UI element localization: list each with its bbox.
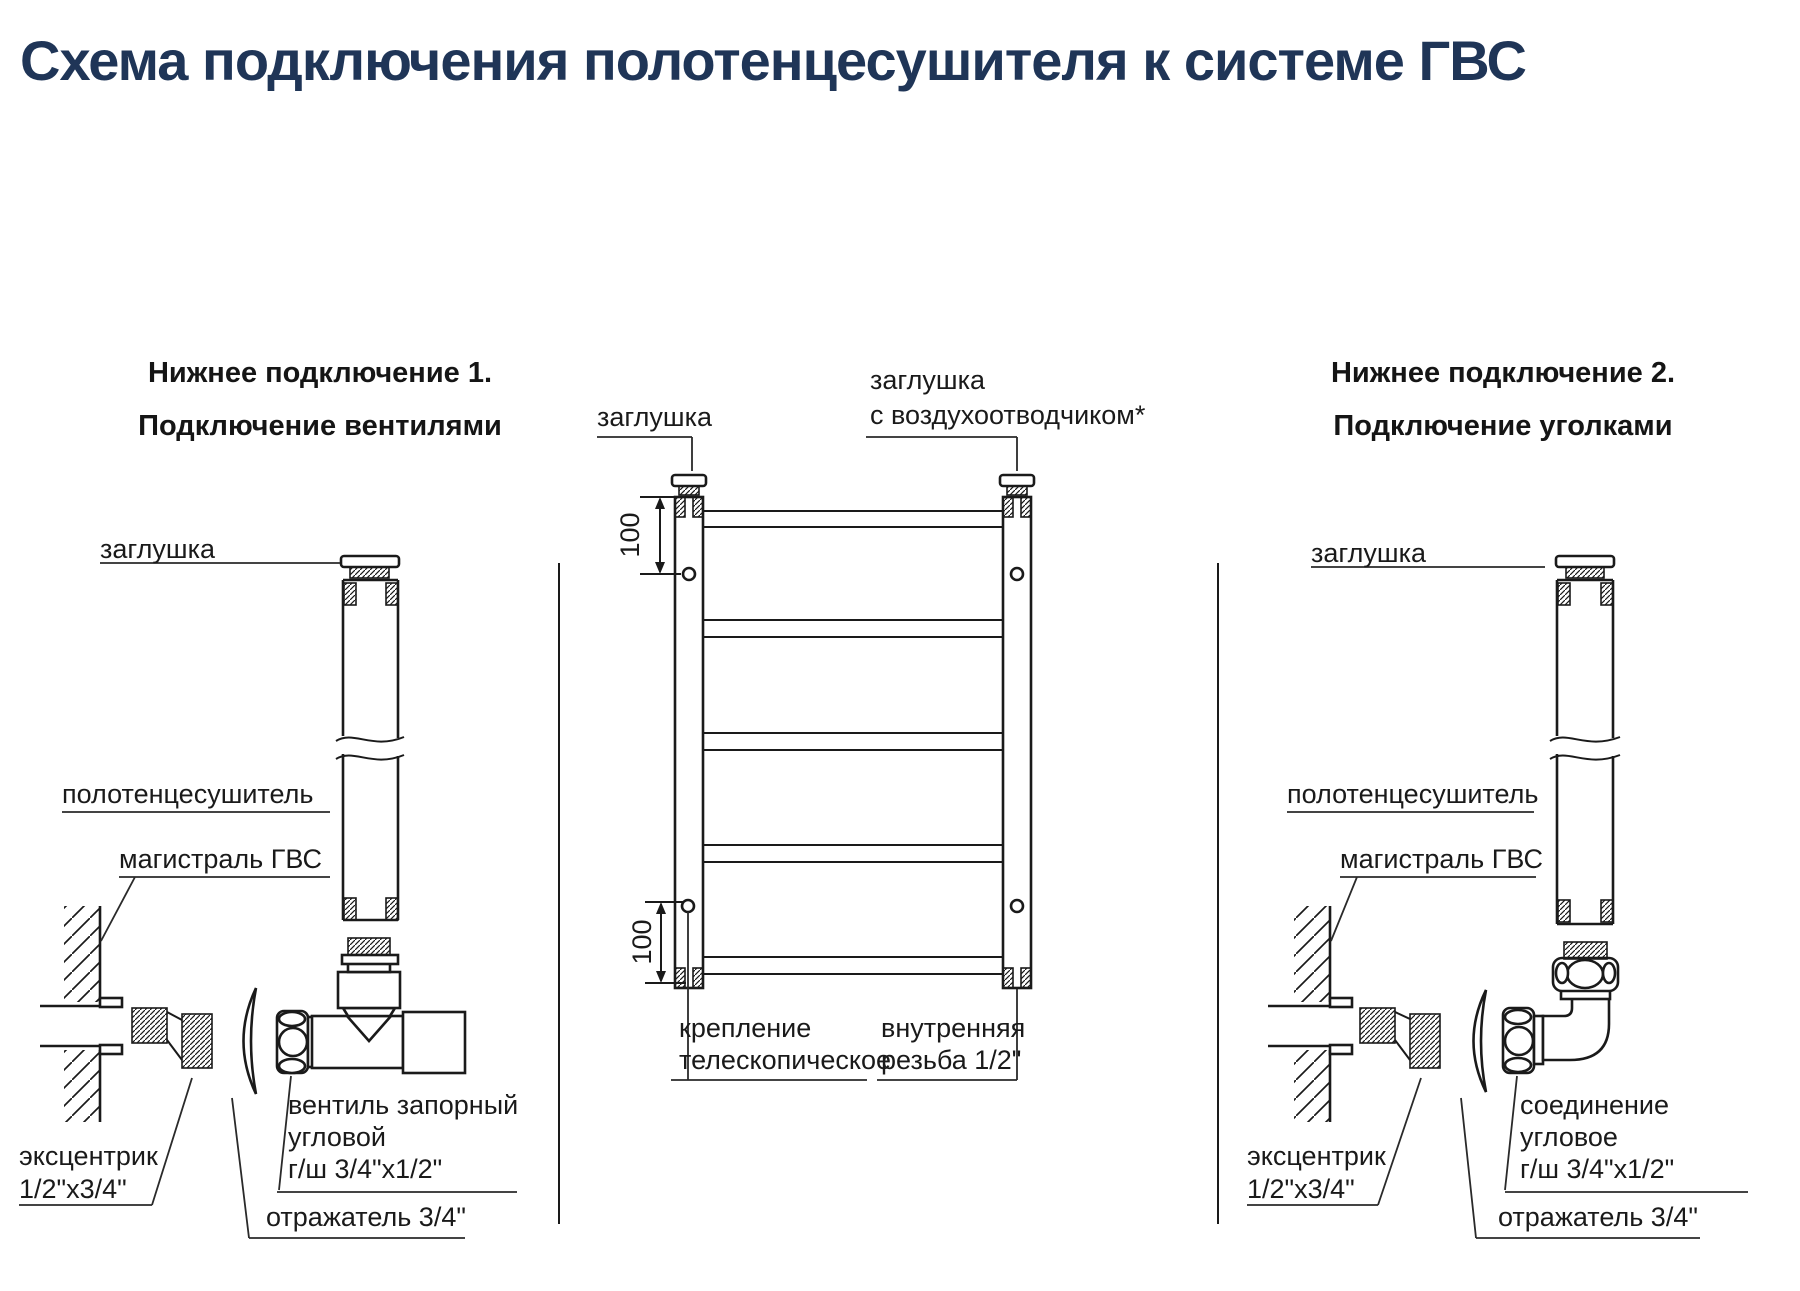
union-facet bbox=[1556, 963, 1568, 983]
post-thread bbox=[693, 497, 703, 517]
pipe-collar bbox=[1330, 998, 1352, 1007]
page-title: Схема подключения полотенцесушителя к системе ГВС bbox=[20, 29, 1526, 92]
label-hws-main-right: магистраль ГВС bbox=[1340, 844, 1543, 874]
label-valve-line2: угловой bbox=[288, 1122, 386, 1152]
label-valve-line3: г/ш 3/4"х1/2" bbox=[288, 1154, 443, 1184]
hws-main-pipe bbox=[40, 1006, 120, 1046]
label-air-vent-plug-line1: заглушка bbox=[870, 365, 985, 395]
label-valve-line1: вентиль запорный bbox=[288, 1090, 519, 1120]
post-thread bbox=[693, 968, 703, 988]
mounting-hole bbox=[682, 900, 694, 912]
mounting-hole bbox=[1011, 900, 1023, 912]
plug-cap-thread bbox=[1566, 567, 1604, 578]
pipe-collar bbox=[1330, 1045, 1352, 1054]
pipe-thread bbox=[1601, 583, 1613, 605]
diagram-elbow-connection bbox=[1247, 556, 1748, 1238]
left-section-heading-line2: Подключение вентилями bbox=[138, 410, 502, 442]
label-inner-thread-line1: внутренняя bbox=[881, 1013, 1026, 1043]
plug-cap bbox=[1556, 556, 1614, 567]
label-plug-center: заглушка bbox=[597, 402, 712, 432]
label-towel-rail-left: полотенцесушитель bbox=[62, 779, 314, 809]
label-elbow-joint-line1: соединение bbox=[1520, 1090, 1670, 1120]
rail-rungs bbox=[703, 511, 1003, 974]
wall-hatching bbox=[1294, 1050, 1330, 1122]
label-reflector-left: отражатель 3/4" bbox=[266, 1202, 466, 1232]
union-facet bbox=[1603, 963, 1615, 983]
wall-hatching bbox=[64, 906, 100, 1002]
callout-plug-center bbox=[597, 437, 692, 471]
label-eccentric-right-line1: эксцентрик bbox=[1247, 1141, 1386, 1171]
air-vent-plug-cap bbox=[1000, 475, 1034, 486]
mounting-hole bbox=[1011, 568, 1023, 580]
eccentric-small-cylinder bbox=[132, 1008, 167, 1043]
label-plug-right: заглушка bbox=[1311, 538, 1426, 568]
reflector-dome bbox=[1474, 990, 1487, 1092]
label-eccentric-left-line1: эксцентрик bbox=[19, 1141, 158, 1171]
pipe-thread bbox=[344, 583, 356, 605]
pipe-thread bbox=[386, 583, 398, 605]
union-facet bbox=[1567, 960, 1603, 988]
label-hws-main-left: магистраль ГВС bbox=[119, 844, 322, 874]
plug-cap-thread bbox=[1007, 486, 1027, 495]
plug-cap bbox=[341, 556, 399, 567]
towel-rail-front-view bbox=[597, 437, 1034, 1080]
label-elbow-joint-line2: угловое bbox=[1520, 1122, 1618, 1152]
post-thread bbox=[675, 497, 685, 517]
wall-hatching bbox=[64, 1050, 100, 1122]
dimension-top-value: 100 bbox=[615, 512, 645, 558]
label-mount-line1: крепление bbox=[679, 1013, 812, 1043]
label-elbow-joint-line3: г/ш 3/4"х1/2" bbox=[1520, 1154, 1675, 1184]
valve-flange bbox=[342, 955, 398, 964]
dimension-bottom-value: 100 bbox=[627, 919, 657, 965]
post-thread bbox=[1021, 968, 1031, 988]
pipe-thread bbox=[1601, 900, 1613, 922]
eccentric-small-cylinder bbox=[1360, 1008, 1395, 1043]
right-section-heading-line2: Подключение уголками bbox=[1333, 410, 1673, 442]
post-thread bbox=[1021, 497, 1031, 517]
union-nut-facet bbox=[279, 1059, 305, 1073]
elbow-fitting bbox=[1543, 998, 1609, 1060]
wall-hatching bbox=[1294, 906, 1330, 1002]
valve-thread-stub bbox=[348, 938, 390, 955]
callout-main bbox=[1331, 877, 1536, 941]
label-plug-left: заглушка bbox=[100, 534, 215, 564]
pipe-thread bbox=[386, 898, 398, 920]
valve-body bbox=[312, 1016, 403, 1068]
elbow-thread-stub bbox=[1564, 942, 1607, 959]
valve-outlet-block bbox=[403, 1012, 465, 1073]
plug-cap-thread bbox=[350, 567, 389, 578]
right-section-heading-line1: Нижнее подключение 2. bbox=[1330, 357, 1676, 389]
pipe-thread bbox=[1558, 900, 1570, 922]
eccentric-large-cylinder bbox=[1410, 1014, 1440, 1068]
union-nut-facet bbox=[1505, 1058, 1531, 1072]
eccentric-link bbox=[1395, 1012, 1410, 1060]
label-air-vent-plug-line2: с воздухоотводчиком* bbox=[870, 400, 1146, 430]
reflector-dome bbox=[244, 988, 257, 1094]
post-thread bbox=[1003, 497, 1013, 517]
union-nut-facet bbox=[279, 1012, 305, 1026]
post-thread bbox=[675, 968, 685, 988]
pipe-collar bbox=[100, 1045, 122, 1054]
label-towel-rail-right: полотенцесушитель bbox=[1287, 779, 1539, 809]
pipe-thread bbox=[344, 898, 356, 920]
eccentric-large-cylinder bbox=[182, 1014, 212, 1068]
label-eccentric-right-line2: 1/2"х3/4" bbox=[1247, 1174, 1355, 1204]
callout-air-vent bbox=[866, 437, 1017, 471]
rail-pipe-fill bbox=[1553, 578, 1617, 926]
post-thread bbox=[1003, 968, 1013, 988]
label-mount-line2: телескопическое bbox=[679, 1045, 892, 1075]
valve-head bbox=[338, 972, 400, 1008]
mounting-hole bbox=[683, 568, 695, 580]
union-nut-facet bbox=[1505, 1010, 1531, 1024]
callout-main bbox=[101, 877, 330, 941]
eccentric-link bbox=[167, 1012, 182, 1060]
label-inner-thread-line2: резьба 1/2" bbox=[881, 1045, 1022, 1075]
hws-main-pipe bbox=[1268, 1006, 1350, 1046]
pipe-collar bbox=[100, 998, 122, 1007]
pipe-thread bbox=[1558, 583, 1570, 605]
plug-cap-thread bbox=[679, 486, 699, 495]
rail-pipe-fill bbox=[339, 578, 402, 922]
plug-cap bbox=[672, 475, 706, 486]
union-nut-facet bbox=[279, 1028, 307, 1056]
left-section-heading-line1: Нижнее подключение 1. bbox=[147, 357, 493, 389]
label-eccentric-left-line2: 1/2"х3/4" bbox=[19, 1174, 127, 1204]
diagram-valve-connection bbox=[19, 556, 517, 1238]
elbow-collar bbox=[1534, 1016, 1543, 1064]
union-nut-facet bbox=[1505, 1027, 1533, 1055]
label-reflector-right: отражатель 3/4" bbox=[1498, 1202, 1698, 1232]
